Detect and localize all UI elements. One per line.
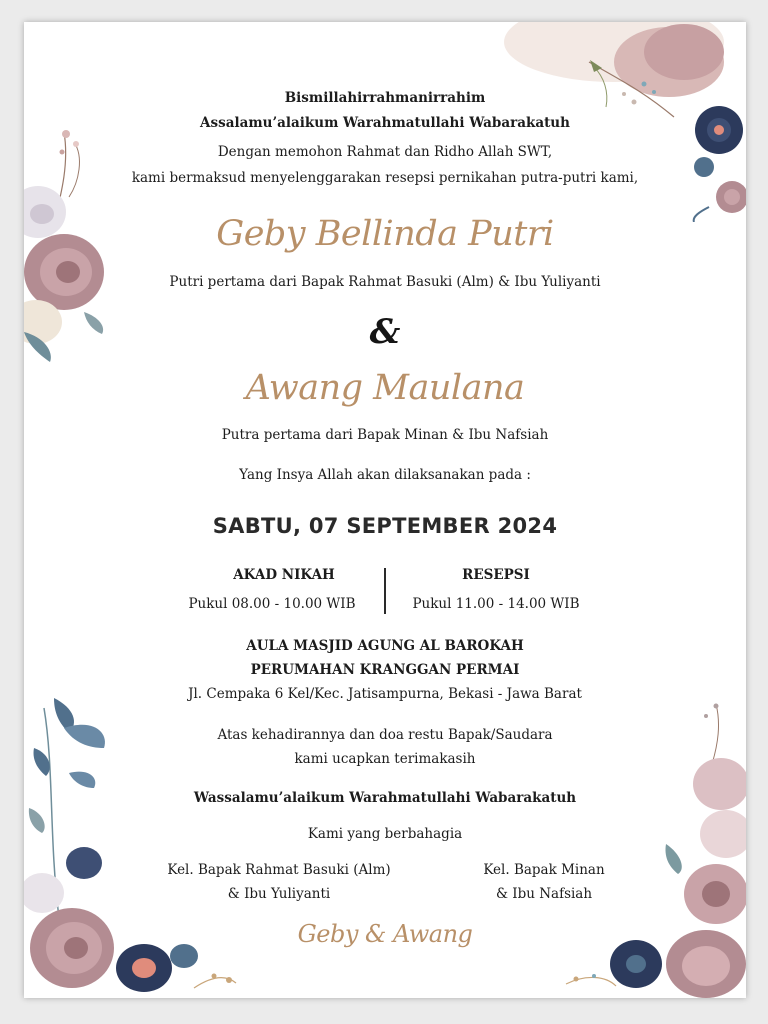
groom-name: Awang Maulana xyxy=(245,368,525,408)
event-date: SABTU, 07 SEPTEMBER 2024 xyxy=(212,514,558,538)
resepsi-title: RESEPSI xyxy=(462,567,530,583)
family-bride-line2: & Ibu Yuliyanti xyxy=(227,886,331,902)
invitation-card xyxy=(24,22,746,998)
groom-parents: Putra pertama dari Bapak Minan & Ibu Nafsiah xyxy=(221,427,549,443)
akad-time: Pukul 08.00 - 10.00 WIB xyxy=(188,596,356,612)
opening-intent: kami bermaksud menyelenggarakan resepsi pernikahan putra-putri kami, xyxy=(131,170,639,186)
bride-parents: Putri pertama dari Bapak Rahmat Basuki (Alm) & Ibu Yuliyanti xyxy=(169,274,601,290)
venue-name: AULA MASJID AGUNG AL BAROKAH xyxy=(246,638,524,654)
resepsi-time: Pukul 11.00 - 14.00 WIB xyxy=(412,596,580,612)
couple-signature: Geby & Awang xyxy=(297,920,473,948)
ampersand: & xyxy=(369,312,401,352)
opening-bismillah: Bismillahirrahmanirrahim xyxy=(284,90,486,106)
akad-title: AKAD NIKAH xyxy=(233,567,335,583)
family-bride-line1: Kel. Bapak Rahmat Basuki (Alm) xyxy=(167,862,391,878)
closing-salam: Wassalamu’alaikum Warahmatullahi Wabarakatuh xyxy=(193,790,577,806)
closing-thanks-1: Atas kehadirannya dan doa restu Bapak/Saudara xyxy=(217,727,553,743)
closing-thanks-2: kami ucapkan terimakasih xyxy=(294,751,476,767)
family-groom-line2: & Ibu Nafsiah xyxy=(495,886,593,902)
event-divider xyxy=(384,568,386,614)
venue-address: Jl. Cempaka 6 Kel/Kec. Jatisampurna, Bekasi - Jawa Barat xyxy=(188,686,582,702)
opening-doa: Dengan memohon Rahmat dan Ridho Allah SWT, xyxy=(217,144,553,160)
opening-salam: Assalamu’alaikum Warahmatullahi Wabarakatuh xyxy=(200,115,570,131)
bride-name: Geby Bellinda Putri xyxy=(216,214,554,254)
event-intro: Yang Insya Allah akan dilaksanakan pada : xyxy=(239,467,531,483)
family-groom-line1: Kel. Bapak Minan xyxy=(483,862,605,878)
venue-area: PERUMAHAN KRANGGAN PERMAI xyxy=(250,662,520,678)
closing-signed: Kami yang berbahagia xyxy=(307,826,463,842)
